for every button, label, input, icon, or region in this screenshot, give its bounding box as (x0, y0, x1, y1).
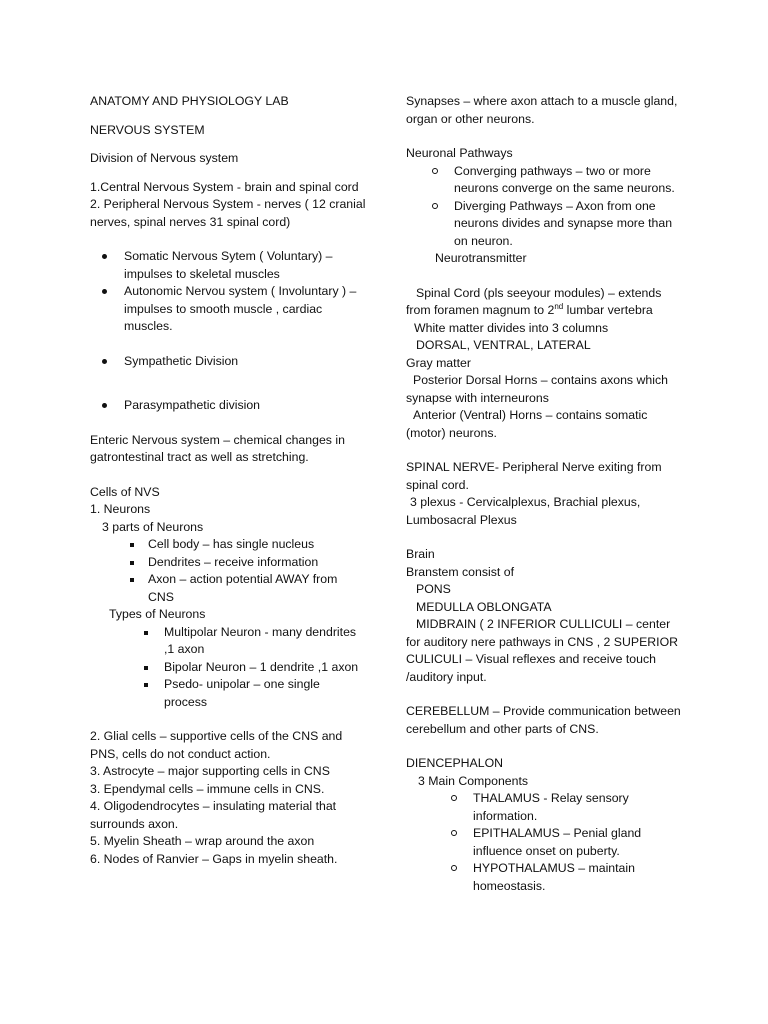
list-item: Converging pathways – two or more neurons converge on the same neurons. (406, 163, 686, 198)
synapses-text: Synapses – where axon attach to a muscle gland, organ or other neurons. (406, 94, 678, 126)
list-item: Bipolar Neuron – 1 dendrite ,1 axon (90, 659, 366, 677)
plexus-text: 3 plexus - Cervicalplexus, Brachial plexus, Lumbosacral Plexus (406, 495, 641, 527)
spinal-cord-text (406, 285, 686, 320)
pons-text: PONS (416, 582, 451, 596)
list-item: Diverging Pathways – Axon from one neurons divides and synapse more than on neuron. (406, 198, 686, 251)
sympathetic-list (90, 353, 366, 371)
list-item: EPITHALAMUS – Penial gland influence onset on puberty. (406, 825, 686, 860)
midbrain-text: MIDBRAIN ( 2 INFERIOR CULLICULI – center for auditory nere pathways in CNS , 2 SUPERIOR CULICULI – Visual reflexes and receive touch /auditory input. (406, 617, 679, 684)
neuron-types-list (90, 624, 366, 712)
pathways-heading: Neuronal Pathways (406, 146, 513, 160)
pathways-list (406, 163, 686, 251)
list-item: HYPOTHALAMUS – maintain homeostasis. (406, 860, 686, 895)
list-item: Cell body – has single nucleus (90, 536, 366, 554)
ependymal-text: 3. Ependymal cells – immune cells in CNS. (90, 781, 325, 796)
types-heading: Types of Neurons (109, 607, 206, 621)
enteric-text: Enteric Nervous system – chemical changes in gatrontestinal tract as well as stretching. (90, 432, 345, 464)
medulla-text: MEDULLA OBLONGATA (416, 599, 552, 614)
branstem-heading: Branstem consist of (406, 564, 514, 579)
document-title: ANATOMY AND PHYSIOLOGY LAB (90, 94, 289, 108)
neurons-heading: 1. Neurons (90, 502, 151, 516)
neurotransmitter-text: Neurotransmitter (435, 251, 527, 265)
list-item: Parasympathetic division (90, 397, 366, 415)
list-item: Dendrites – receive information (90, 554, 366, 572)
pns-text: 2. Peripheral Nervous System - nerves ( 12 cranial nerves, spinal nerves 31 spinal cord) (90, 197, 366, 229)
right-column (406, 93, 686, 895)
parts-heading: 3 parts of Neurons (102, 519, 204, 534)
list-item: THALAMUS - Relay sensory information. (406, 790, 686, 825)
spinal-nerve-text: SPINAL NERVE- Peripheral Nerve exiting from spinal cord. (406, 460, 662, 492)
ranvier-text: 6. Nodes of Ranvier – Gaps in myelin sheath. (90, 851, 338, 866)
white-matter-text: White matter divides into 3 columns (414, 320, 609, 335)
cerebellum-text: CEREBELLUM – Provide communication between cerebellum and other parts of CNS. (406, 704, 681, 736)
superscript: nd (554, 301, 564, 311)
spinal-cord-text-a: Spinal Cord (pls seeyour modules) – extends from foramen magnum to 2 (406, 285, 662, 317)
left-column (90, 93, 366, 868)
astrocyte-text: 3. Astrocyte – major supporting cells in CNS (90, 764, 330, 778)
list-item: Axon – action potential AWAY from CNS (90, 571, 366, 606)
components-heading: 3 Main Components (418, 773, 529, 788)
myelin-text: 5. Myelin Sheath – wrap around the axon (90, 834, 315, 848)
columns-text: DORSAL, VENTRAL, LATERAL (416, 338, 591, 352)
list-item: Autonomic Nervou system ( Involuntary ) – impulses to smooth muscle , cardiac muscles. (90, 283, 366, 336)
brain-heading: Brain (406, 547, 435, 561)
glial-text: 2. Glial cells – supportive cells of the CNS and PNS, cells do not conduct action. (90, 729, 343, 761)
list-item: Psedo- unipolar – one single process (90, 676, 366, 711)
diencephalon-heading: DIENCEPHALON (406, 756, 504, 770)
anterior-horns-text: Anterior (Ventral) Horns – contains somatic (motor) neurons. (406, 408, 648, 440)
cells-heading: Cells of NVS (90, 484, 160, 499)
parasympathetic-list (90, 397, 366, 415)
gray-matter-text: Gray matter (406, 355, 471, 370)
list-item: Somatic Nervous Sytem ( Voluntary) – impulses to skeletal muscles (90, 248, 366, 283)
components-list (406, 790, 686, 895)
posterior-horns-text: Posterior Dorsal Horns – contains axons which synapse with interneurons (406, 373, 668, 405)
spinal-cord-text-b: lumbar vertebra (563, 303, 653, 317)
list-item: Sympathetic Division (90, 353, 366, 371)
neuron-parts-list (90, 536, 366, 606)
pns-bullet-list (90, 248, 366, 336)
division-heading: Division of Nervous system (90, 151, 239, 165)
list-item: Multipolar Neuron - many dendrites ,1 axon (90, 624, 366, 659)
cns-text: 1.Central Nervous System - brain and spinal cord (90, 179, 359, 194)
oligodendrocytes-text: 4. Oligodendrocytes – insulating material that surrounds axon. (90, 799, 337, 831)
section-title: NERVOUS SYSTEM (90, 122, 205, 137)
